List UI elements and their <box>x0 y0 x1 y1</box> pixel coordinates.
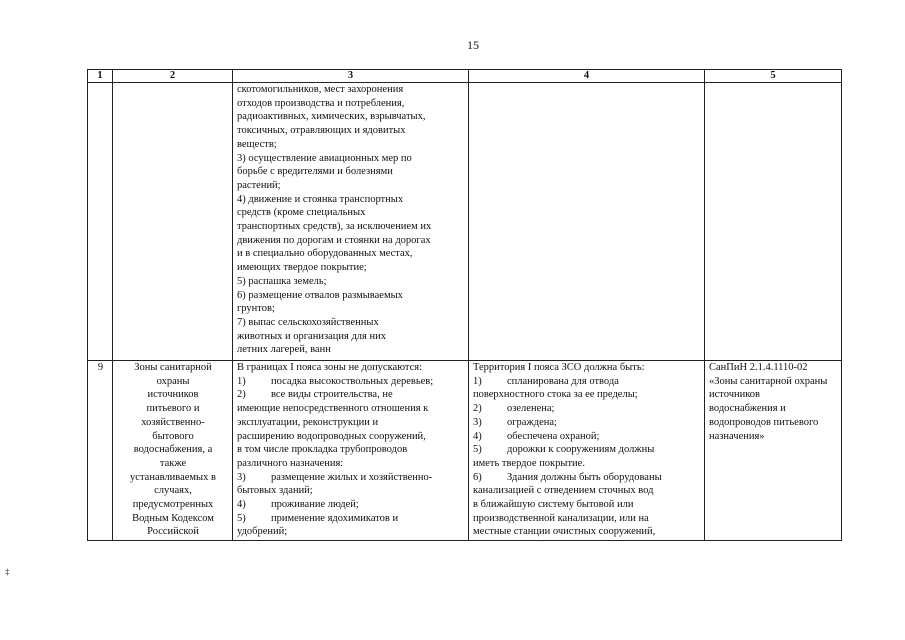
list-item <box>473 375 701 389</box>
list-item <box>473 416 701 430</box>
item-text: озеленена; <box>507 403 555 415</box>
text-line: источников <box>147 389 199 401</box>
item-number: 1) <box>473 375 482 387</box>
text-line: веществ; <box>237 138 277 150</box>
text-line: устанавливаемых в <box>130 471 216 483</box>
cont-cell-5 <box>705 83 842 361</box>
list-item <box>473 430 701 444</box>
item-text: в ближайшую систему бытовой или <box>473 499 634 511</box>
text-line: водоснабжения и <box>709 403 786 415</box>
text-line: растений; <box>237 179 281 191</box>
text-line: токсичных, отравляющих и ядовитых <box>237 125 406 137</box>
list-item <box>237 361 465 375</box>
list-item <box>473 471 701 485</box>
list-item <box>473 402 701 416</box>
text-line: отходов производства и потребления, <box>237 97 405 109</box>
page-number: 15 <box>467 38 479 52</box>
table-row-9 <box>88 361 842 541</box>
zone-name-cell <box>113 361 233 541</box>
item-text: различного назначения: <box>237 457 344 469</box>
text-line: источников <box>709 389 761 401</box>
list-item <box>473 512 701 526</box>
text-line: охраны <box>156 375 190 387</box>
text-line: средств (кроме специальных <box>237 207 366 219</box>
header-col-5: 5 <box>705 70 842 83</box>
prohibitions-cell <box>233 361 469 541</box>
text-line: транспортных средств), за исключением их <box>237 221 432 233</box>
text-line: бытового <box>152 430 194 442</box>
text-line: борьбе с вредителями и болезнями <box>237 166 393 178</box>
list-item <box>237 498 465 512</box>
text-line: Водным Кодексом <box>132 512 214 524</box>
text-line: радиоактивных, химических, взрывчатых, <box>237 111 426 123</box>
text-line: 4) движение и стоянка транспортных <box>237 193 404 205</box>
cont-cell-4 <box>469 83 705 361</box>
text-line: 6) размещение отвалов размываемых <box>237 289 403 301</box>
item-number: 5) <box>237 512 246 524</box>
text-line: 5) распашка земель; <box>237 275 327 287</box>
item-text: иметь твердое покрытие. <box>473 457 585 469</box>
text-line: водоснабжения, а <box>133 444 213 456</box>
list-item <box>473 498 701 512</box>
continuation-row <box>88 83 842 361</box>
list-item <box>237 430 465 444</box>
header-row <box>88 70 842 83</box>
item-text: применение ядохимикатов и <box>271 512 399 524</box>
item-text: посадка высокоствольных деревьев; <box>271 375 434 387</box>
regulation-reference-cell <box>705 361 842 541</box>
item-text: В границах I пояса зоны не допускаются: <box>237 362 423 373</box>
item-text: обеспечена охраной; <box>507 430 600 442</box>
list-item <box>237 512 465 526</box>
text-line: скотомогильников, мест захоронения <box>237 84 404 95</box>
list-item <box>237 388 465 402</box>
text-line: летних лагерей, ванн <box>237 344 331 356</box>
list-item <box>473 443 701 457</box>
text-line: случаях, <box>154 485 192 497</box>
text-line: животных и организация для них <box>237 330 386 342</box>
item-text: производственной канализации, или на <box>473 512 649 524</box>
cont-cell-3 <box>233 83 469 361</box>
text-line: водопроводов питьевого <box>709 416 819 428</box>
item-text: Здания должны быть оборудованы <box>507 471 662 483</box>
item-text: Территория I пояса ЗСО должна быть: <box>473 362 645 373</box>
header-col-4: 4 <box>469 70 705 83</box>
list-item <box>237 402 465 416</box>
cont-cell-1 <box>88 83 113 361</box>
item-number: 3) <box>237 471 246 483</box>
list-item <box>473 361 701 375</box>
item-number: 5) <box>473 444 482 456</box>
margin-mark: ‡ <box>5 568 10 578</box>
item-number: 4) <box>237 499 246 511</box>
item-number: 2) <box>237 389 246 401</box>
text-line: Российской <box>147 526 199 538</box>
item-text: удобрений; <box>237 526 288 538</box>
item-text: в том числе прокладка трубопроводов <box>237 444 408 456</box>
list-item <box>473 388 701 402</box>
list-item <box>237 457 465 471</box>
item-number: 3) <box>473 416 482 428</box>
list-item <box>473 484 701 498</box>
list-item <box>237 525 465 539</box>
row-number: 9 <box>88 361 113 541</box>
list-item <box>473 457 701 471</box>
regulation-table <box>87 69 842 541</box>
item-text: все виды строительства, не <box>271 389 393 401</box>
text-line: питьевого и <box>146 403 200 415</box>
item-text: спланирована для отвода <box>507 375 619 387</box>
item-text: проживание людей; <box>271 499 359 511</box>
text-line: 3) осуществление авиационных мер по <box>237 152 412 164</box>
list-item <box>237 484 465 498</box>
item-text: эксплуатации, реконструкции и <box>237 416 379 428</box>
item-number: 4) <box>473 430 482 442</box>
item-text: дорожки к сооружениям должны <box>507 444 655 456</box>
item-text: имеющие непосредственного отношения к <box>237 403 429 415</box>
text-line: хозяйственно- <box>141 416 205 428</box>
list-item <box>237 471 465 485</box>
text-line: и в специально оборудованных местах, <box>237 248 413 260</box>
list-item <box>237 443 465 457</box>
list-item <box>237 416 465 430</box>
text-line: СанПиН 2.1.4.1110-02 <box>709 362 808 373</box>
item-text: бытовых зданий; <box>237 485 313 497</box>
list-item <box>237 375 465 389</box>
text-line: 7) выпас сельскохозяйственных <box>237 316 379 328</box>
item-text: размещение жилых и хозяйственно- <box>271 471 433 483</box>
text-line: «Зоны санитарной охраны <box>709 375 828 387</box>
item-text: местные станции очистных сооружений, <box>473 526 656 538</box>
item-number: 2) <box>473 403 482 415</box>
item-text: поверхностного стока за ее пределы; <box>473 389 638 401</box>
cont-cell-2 <box>113 83 233 361</box>
item-number: 6) <box>473 471 482 483</box>
text-line: также <box>159 457 187 469</box>
header-col-2: 2 <box>113 70 233 83</box>
requirements-cell <box>469 361 705 541</box>
header-col-1: 1 <box>88 70 113 83</box>
list-item <box>473 525 701 539</box>
text-line: предусмотренных <box>132 499 214 511</box>
header-col-3: 3 <box>233 70 469 83</box>
item-text: канализацией с отведением сточных вод <box>473 485 654 497</box>
item-text: расширению водопроводных сооружений, <box>237 430 426 442</box>
text-line: грунтов; <box>237 303 275 315</box>
text-line: Зоны санитарной <box>134 362 212 373</box>
text-line: движения по дорогам и стоянки на дорогах <box>237 234 431 246</box>
text-line: имеющих твердое покрытие; <box>237 262 367 274</box>
item-text: ограждена; <box>507 416 557 428</box>
text-line: назначения» <box>709 430 765 442</box>
item-number: 1) <box>237 375 246 387</box>
